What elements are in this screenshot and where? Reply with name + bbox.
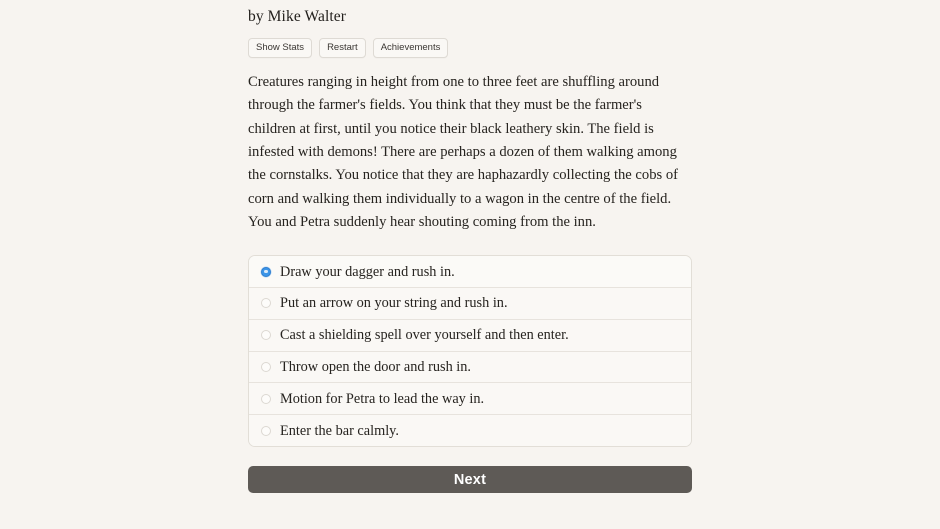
radio-icon[interactable] xyxy=(261,298,271,308)
author-byline: by Mike Walter xyxy=(248,8,347,25)
choice-label: Put an arrow on your string and rush in. xyxy=(280,295,508,312)
choice-label: Throw open the door and rush in. xyxy=(280,358,471,375)
command-buttons xyxy=(248,38,692,59)
choice-label: Enter the bar calmly. xyxy=(280,422,399,439)
restart-button[interactable]: Restart xyxy=(319,38,366,59)
next-button[interactable]: Next xyxy=(248,466,692,493)
choice-option[interactable] xyxy=(249,351,691,383)
show-stats-button[interactable]: Show Stats xyxy=(248,38,312,59)
radio-icon[interactable] xyxy=(261,426,271,436)
choice-label: Draw your dagger and rush in. xyxy=(280,263,455,280)
choice-option[interactable] xyxy=(249,319,691,351)
choice-option[interactable] xyxy=(249,414,691,446)
choice-label: Motion for Petra to lead the way in. xyxy=(280,390,485,407)
radio-icon-selected[interactable] xyxy=(261,267,271,277)
radio-icon[interactable] xyxy=(261,330,271,340)
choice-option[interactable] xyxy=(249,287,691,319)
achievements-button[interactable]: Achievements xyxy=(373,38,449,59)
choice-option[interactable] xyxy=(249,256,691,287)
story-paragraph: Creatures ranging in height from one to three feet are shuffling around through the farmer's fields. You think that they must be the farmer's children at first, until you notice their black leathery skin. The field is infested with demons! There are perhaps a dozen of them walking among the cornstalks. You notice that they are haphazardly collecting the cobs of corn and walking them individually to a wagon in the centre of the field. You and Petra suddenly hear shouting coming from the inn. xyxy=(248,74,678,230)
choice-label: Cast a shielding spell over yourself and then enter. xyxy=(280,327,569,344)
choice-list xyxy=(248,255,692,447)
content-column xyxy=(248,0,692,493)
choice-option[interactable] xyxy=(249,382,691,414)
radio-icon[interactable] xyxy=(261,362,271,372)
radio-icon[interactable] xyxy=(261,394,271,404)
